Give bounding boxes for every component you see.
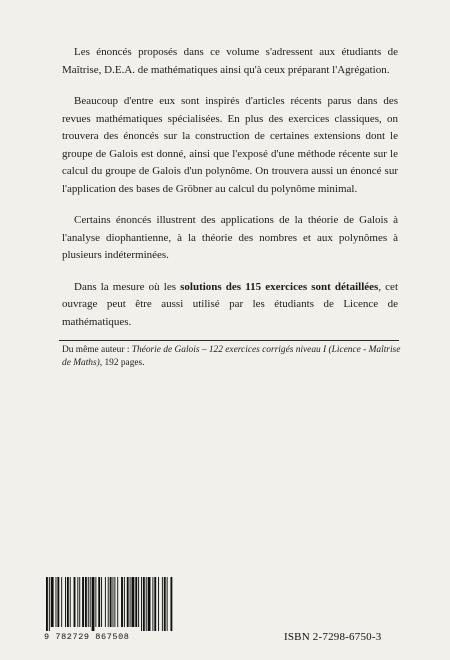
same-author-suffix: , 192 pages. [99,358,145,368]
barcode-bar [56,577,57,627]
barcode-bar [114,577,115,627]
barcode-bar [65,577,66,627]
solutions-text-before: Dans la mesure où les [74,280,181,293]
barcode-bar [51,577,54,627]
isbn-number: ISBN 2-7298-6750-3 [284,631,382,643]
barcode-bar [108,577,109,627]
barcode-bar [57,577,59,627]
barcode-bar [162,577,163,631]
barcode-bar [98,577,100,627]
barcode-bar [46,577,48,631]
barcode-bar [95,577,96,627]
barcode [44,577,172,642]
barcode-bar [130,577,131,627]
solutions-text-bold: solutions des 115 exercices sont détaillées [180,280,379,293]
barcode-bar [167,577,168,631]
barcode-bar [70,577,71,627]
barcode-bar [124,577,125,627]
barcode-bar [77,577,78,627]
barcode-digits: 9 782729 867508 [44,632,130,642]
back-cover-text [62,44,398,345]
barcode-bar [154,577,156,631]
barcode-bar [117,577,118,627]
divider-rule [59,340,399,341]
same-author-prefix: Du même auteur : [62,345,132,355]
barcode-bar [110,577,112,627]
barcode-bar [121,577,123,627]
barcode-bar [101,577,102,627]
barcode-bars [46,577,174,631]
barcode-bar [148,577,151,631]
paragraph-solutions [62,279,398,332]
same-author-title: Théorie de Galois – 122 exercices corrigés niveau I (Licence - Maîtrise de Maths) [62,345,401,368]
barcode-bar [170,577,172,631]
paragraph-applications: Certains énoncés illustrent des applications de la théorie de Galois à l'analyse diophantienne, à la théorie des nombres et aux polynômes à plusieurs indéterminées. [62,214,398,261]
barcode-bar [82,577,84,627]
barcode-bar [105,577,106,627]
barcode-bar [90,577,91,627]
barcode-bar [113,577,114,627]
barcode-bar [132,577,135,627]
barcode-bar [158,577,159,631]
paragraph-audience: Les énoncés proposés dans ce volume s'adressent aux étudiants de Maîtrise, D.E.A. de mathématiques ainsi qu'à ceux préparant l'Agrégation. [62,46,398,76]
barcode-bar [85,577,87,627]
barcode-bar [88,577,89,627]
barcode-bar [135,577,137,627]
barcode-bar [141,577,142,631]
barcode-bar [152,577,153,631]
barcode-bar [92,577,95,631]
barcode-bar [127,577,129,627]
barcode-bar [61,577,62,627]
solutions-text-after: , cet ouvrage peut être aussi utilisé par les étudiants de Licence de mathématiques. [62,280,398,328]
barcode-bar [49,577,50,631]
barcode-bar [79,577,80,627]
same-author-note [62,344,402,370]
barcode-bar [146,577,147,631]
barcode-bar [67,577,69,627]
barcode-bar [164,577,166,631]
paragraph-content: Beaucoup d'entre eux sont inspirés d'articles récents parus dans des revues mathématiques spécialisées. En plus des exercices classiques, on trouvera des énoncés sur la construction de certaines extensions dont le groupe de Galois est donné, ainsi que l'exposé d'une méthode récente sur le calcul du groupe de Galois d'un polynôme. On trouvera aussi un énoncé sur l'application des bases de Gröbner au calcul du polynôme minimal. [62,95,398,195]
barcode-bar [138,577,139,627]
barcode-bar [74,577,76,627]
barcode-bar [143,577,145,631]
